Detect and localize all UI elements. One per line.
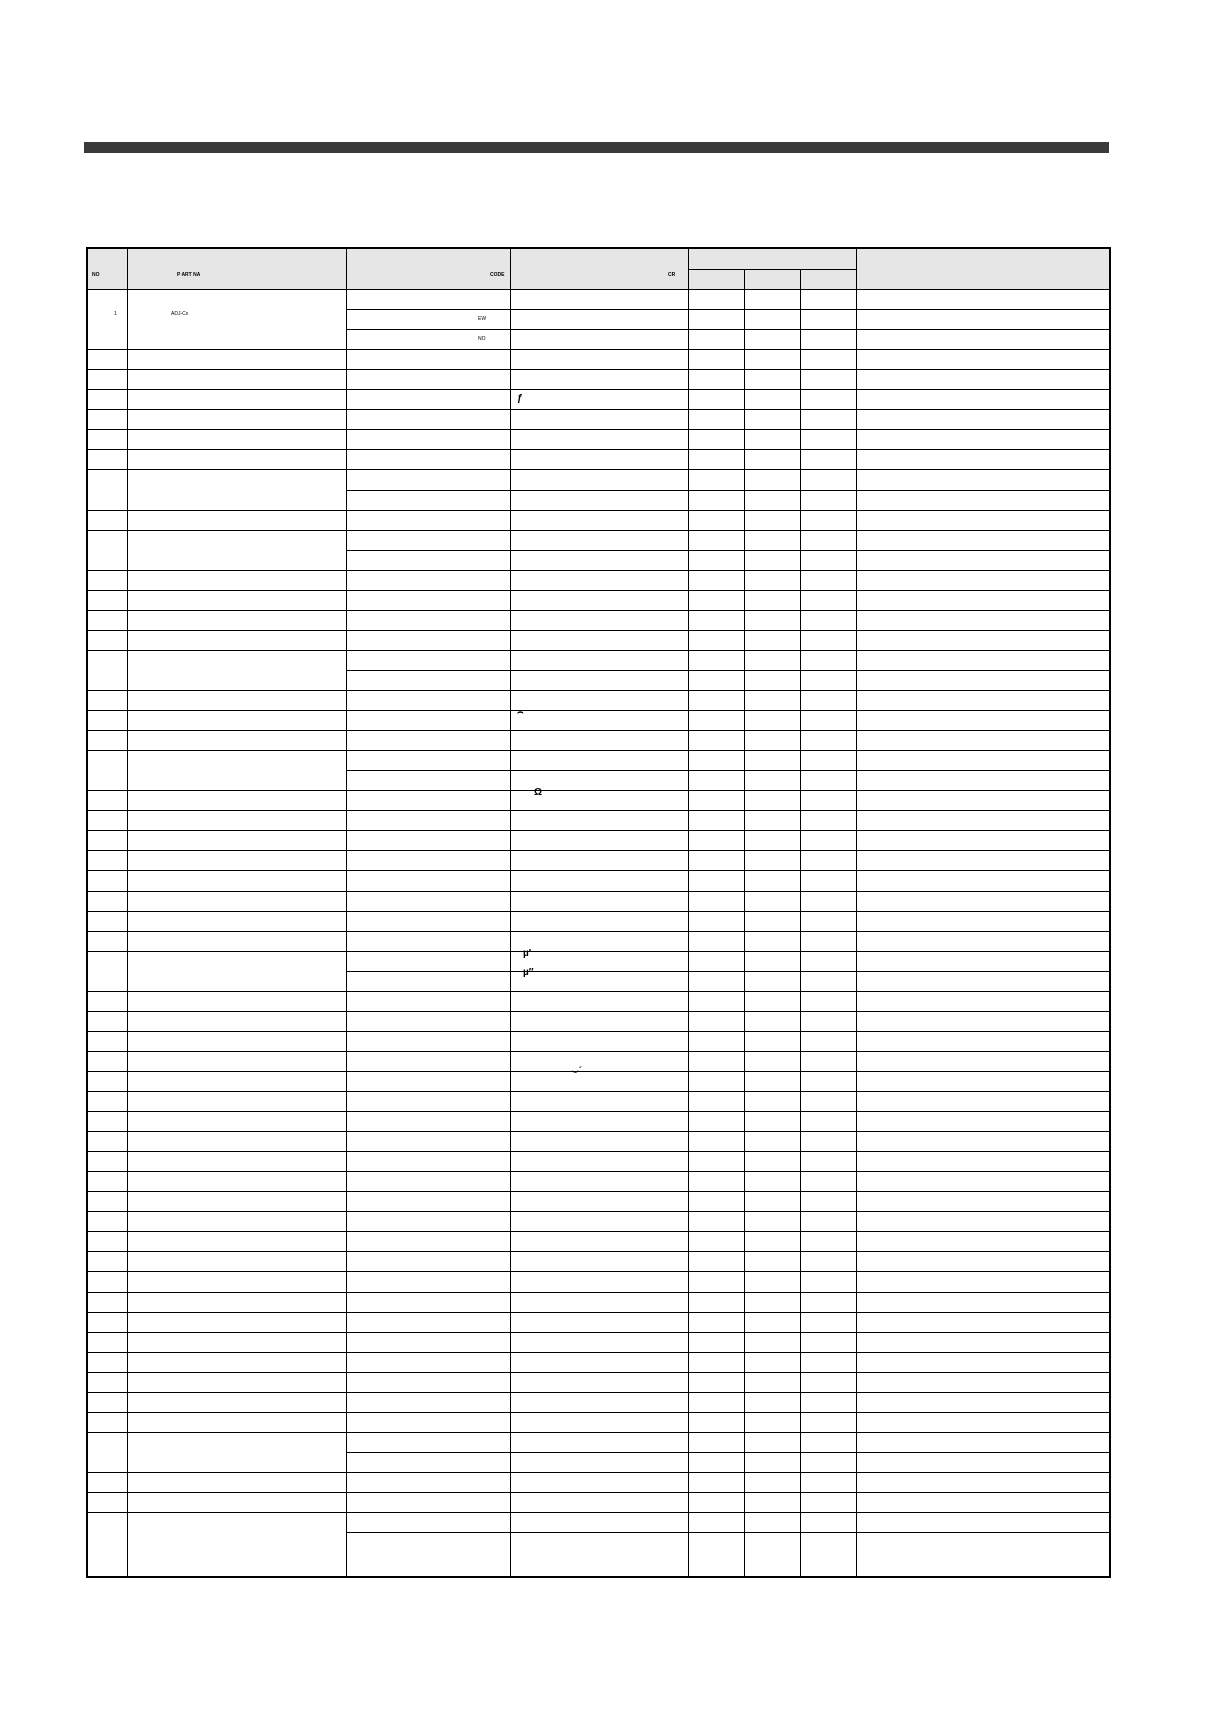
row-divider bbox=[88, 349, 1111, 350]
row-divider bbox=[88, 650, 1111, 651]
row-divider bbox=[88, 469, 1111, 470]
row-divider bbox=[88, 750, 1111, 751]
row-divider bbox=[88, 510, 1111, 511]
row-divider bbox=[88, 1392, 1111, 1393]
row-divider bbox=[88, 630, 1111, 631]
row-divider bbox=[88, 790, 1111, 791]
row-divider bbox=[88, 1512, 1111, 1513]
row-divider bbox=[88, 1171, 1111, 1172]
column-divider bbox=[346, 249, 347, 1578]
row-divider bbox=[88, 1071, 1111, 1072]
row-divider bbox=[88, 690, 1111, 691]
row-divider bbox=[88, 931, 1111, 932]
row-marker-glyph: µ′ bbox=[523, 948, 532, 959]
row-divider bbox=[88, 530, 1111, 531]
row-divider bbox=[88, 850, 1111, 851]
subcolumn-divider bbox=[744, 269, 745, 1578]
row-divider bbox=[346, 329, 1111, 330]
section-header-bar bbox=[84, 142, 1109, 153]
row-divider bbox=[88, 610, 1111, 611]
row-marker-glyph: ⌣ˊ bbox=[572, 1066, 582, 1077]
header-part-name: P ART NA bbox=[177, 272, 201, 278]
row-divider bbox=[346, 1452, 1111, 1453]
row-divider bbox=[88, 1091, 1111, 1092]
header-bottom-line bbox=[88, 289, 1111, 290]
row-divider bbox=[88, 830, 1111, 831]
row-divider bbox=[88, 369, 1111, 370]
row-divider bbox=[88, 710, 1111, 711]
row-divider bbox=[88, 1332, 1111, 1333]
row-divider bbox=[88, 951, 1111, 952]
row-divider bbox=[88, 1372, 1111, 1373]
row-divider bbox=[88, 1011, 1111, 1012]
column-divider bbox=[510, 249, 511, 1578]
row-divider bbox=[88, 730, 1111, 731]
column-divider bbox=[688, 249, 689, 1578]
row-divider bbox=[88, 1111, 1111, 1112]
row-divider bbox=[88, 1472, 1111, 1473]
header-group-divider bbox=[688, 269, 856, 270]
row-divider bbox=[346, 1532, 1111, 1533]
row-divider bbox=[88, 570, 1111, 571]
row-divider bbox=[88, 810, 1111, 811]
row-1-code-2: EW bbox=[478, 316, 487, 323]
parts-list-table bbox=[86, 247, 1111, 1578]
header-description: CR bbox=[668, 272, 676, 278]
row-divider bbox=[88, 449, 1111, 450]
row-marker-glyph: ⌢ bbox=[517, 707, 524, 718]
row-divider bbox=[88, 389, 1111, 390]
row-divider bbox=[346, 550, 1111, 551]
row-divider bbox=[88, 1211, 1111, 1212]
table-header-row bbox=[88, 249, 1111, 289]
row-1-part-name: ADJ-Cx bbox=[171, 311, 189, 317]
column-divider bbox=[856, 249, 857, 1578]
row-divider bbox=[88, 1231, 1111, 1232]
row-divider bbox=[346, 770, 1111, 771]
row-marker-glyph: ƒ bbox=[517, 393, 523, 404]
row-divider bbox=[88, 1312, 1111, 1313]
column-divider bbox=[127, 249, 128, 1578]
row-divider bbox=[88, 1191, 1111, 1192]
header-code: CODE bbox=[490, 272, 505, 278]
row-divider bbox=[346, 490, 1111, 491]
row-marker-glyph: Ω bbox=[534, 787, 543, 798]
row-divider bbox=[88, 1432, 1111, 1433]
header-no: NO bbox=[92, 272, 100, 278]
row-divider bbox=[88, 1031, 1111, 1032]
row-divider bbox=[88, 1271, 1111, 1272]
row-divider bbox=[88, 1251, 1111, 1252]
row-1-code-3: NO bbox=[478, 336, 486, 343]
subcolumn-divider bbox=[800, 269, 801, 1578]
row-divider bbox=[88, 991, 1111, 992]
row-divider bbox=[88, 1412, 1111, 1413]
row-divider bbox=[346, 971, 1111, 972]
row-divider bbox=[88, 1131, 1111, 1132]
row-divider bbox=[88, 1151, 1111, 1152]
row-divider bbox=[88, 429, 1111, 430]
row-divider bbox=[88, 870, 1111, 871]
row-divider bbox=[88, 590, 1111, 591]
row-divider bbox=[346, 309, 1111, 310]
row-divider bbox=[88, 911, 1111, 912]
row-divider bbox=[88, 1492, 1111, 1493]
row-divider bbox=[88, 1292, 1111, 1293]
row-divider bbox=[346, 670, 1111, 671]
row-divider bbox=[88, 1051, 1111, 1052]
row-marker-glyph: µ″ bbox=[523, 967, 534, 978]
row-divider bbox=[88, 891, 1111, 892]
row-divider bbox=[88, 409, 1111, 410]
row-1-number: 1 bbox=[114, 311, 117, 317]
row-divider bbox=[88, 1352, 1111, 1353]
